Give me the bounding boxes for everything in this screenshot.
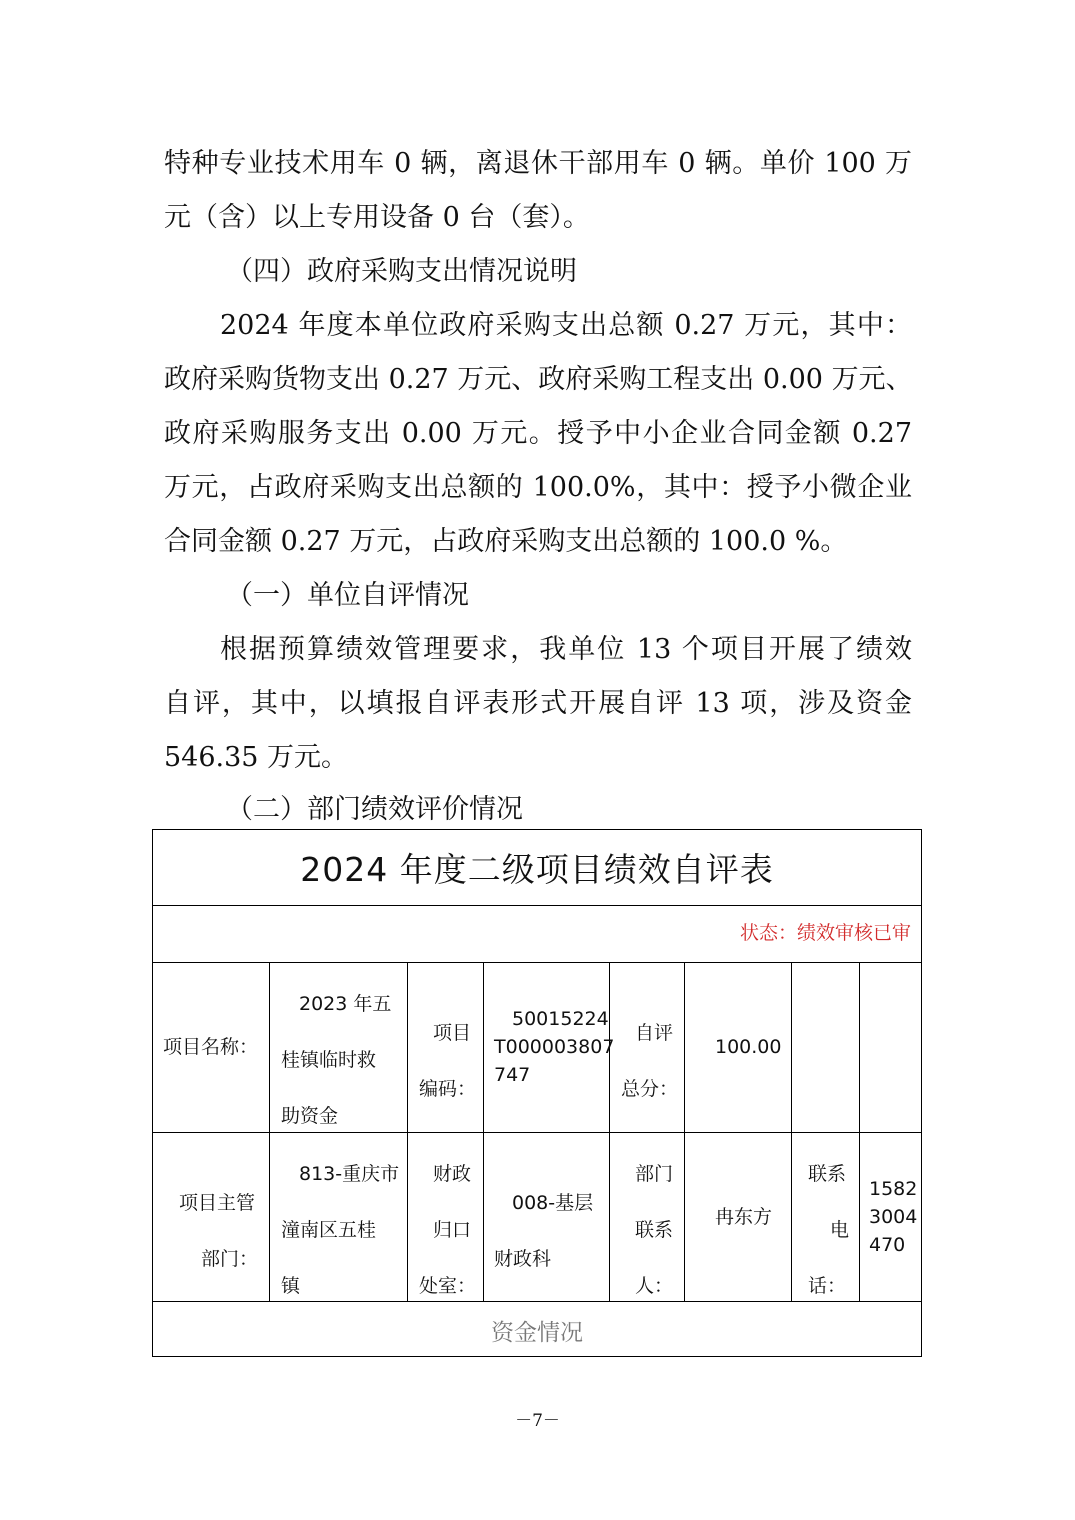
paragraph-line: 政府采购服务支出 0.00 万元。授予中小企业合同金额 0.27 bbox=[164, 418, 912, 449]
divider bbox=[859, 962, 860, 1301]
dept-label-line: 部门： bbox=[201, 1248, 259, 1270]
paragraph-line: 自评，其中，以填报自评表形式开展自评 13 项，涉及资金 bbox=[164, 688, 912, 719]
paragraph-line: 合同金额 0.27 万元，占政府采购支出总额的 100.0 %。 bbox=[164, 526, 848, 557]
divider bbox=[791, 962, 792, 1301]
paragraph-line: 根据预算绩效管理要求，我单位 13 个项目开展了绩效 bbox=[220, 634, 912, 665]
paragraph-line: 政府采购货物支出 0.27 万元、政府采购工程支出 0.00 万元、 bbox=[164, 364, 913, 395]
contact-label-line: 人： bbox=[635, 1275, 674, 1297]
contact-label bbox=[635, 1146, 673, 1314]
dept-value-line: 813-重庆市 bbox=[299, 1163, 400, 1185]
page-number: －7－ bbox=[515, 1411, 560, 1431]
contact-label-line: 联系 bbox=[635, 1219, 674, 1241]
divider bbox=[153, 1301, 921, 1302]
dept-label-line: 项目主管 bbox=[179, 1192, 256, 1214]
phone-label-line: 联系 bbox=[808, 1163, 847, 1185]
phone-value bbox=[869, 1175, 917, 1259]
paragraph-line: 特种专业技术用车 0 辆，离退休干部用车 0 辆。单价 100 万 bbox=[164, 148, 912, 179]
phone-line: 1582 bbox=[869, 1178, 918, 1200]
dept-label bbox=[179, 1175, 258, 1287]
project-name-line: 2023 年五 bbox=[299, 993, 392, 1015]
project-code-label bbox=[419, 1005, 476, 1117]
project-name-line: 助资金 bbox=[281, 1105, 339, 1127]
finance-office-label-line: 财政 bbox=[433, 1163, 472, 1185]
dept-value-line: 潼南区五桂 bbox=[281, 1219, 377, 1241]
phone-line: 470 bbox=[869, 1234, 906, 1256]
project-code-label-line: 项目 bbox=[433, 1022, 472, 1044]
paragraph-line: 546.35 万元。 bbox=[164, 742, 349, 773]
divider bbox=[684, 962, 685, 1301]
paragraph-line: 元（含）以上专用设备 0 台（套）。 bbox=[164, 202, 590, 233]
phone-label-line: 电 bbox=[830, 1219, 850, 1241]
section-heading: （二）部门绩效评价情况 bbox=[226, 794, 523, 825]
finance-office-value bbox=[494, 1175, 593, 1287]
paragraph-line: 2024 年度本单位政府采购支出总额 0.27 万元，其中： bbox=[220, 310, 912, 341]
section-heading: （一）单位自评情况 bbox=[226, 580, 469, 611]
self-score-label-line: 总分： bbox=[621, 1078, 679, 1100]
finance-office-line: 财政科 bbox=[494, 1248, 552, 1270]
funds-section-header: 资金情况 bbox=[491, 1320, 583, 1346]
finance-office-line: 008-基层 bbox=[512, 1192, 594, 1214]
contact-label-line: 部门 bbox=[635, 1163, 674, 1185]
self-evaluation-table bbox=[152, 829, 922, 1357]
project-name-line: 桂镇临时救 bbox=[281, 1049, 377, 1071]
divider bbox=[269, 962, 270, 1301]
project-code-value bbox=[494, 1005, 614, 1089]
divider bbox=[483, 962, 484, 1301]
section-heading: （四）政府采购支出情况说明 bbox=[226, 256, 577, 287]
project-name-value bbox=[281, 976, 391, 1144]
table-title: 2024 年度二级项目绩效自评表 bbox=[300, 850, 774, 889]
dept-value-line: 镇 bbox=[281, 1275, 301, 1297]
status-label: 状态：绩效审核已审 bbox=[739, 922, 911, 944]
self-score-label-line: 自评 bbox=[635, 1022, 674, 1044]
phone-label bbox=[808, 1146, 849, 1314]
self-score-value: 100.00 bbox=[715, 1036, 782, 1058]
finance-office-label-line: 处室： bbox=[419, 1275, 477, 1297]
project-code-line: 747 bbox=[494, 1064, 531, 1086]
finance-office-label-line: 归口 bbox=[433, 1219, 472, 1241]
finance-office-label bbox=[419, 1146, 476, 1314]
project-name-label: 项目名称： bbox=[163, 1036, 259, 1058]
paragraph-line: 万元，占政府采购支出总额的 100.0%，其中：授予小微企业 bbox=[164, 472, 912, 503]
project-code-line: T000003807 bbox=[494, 1036, 615, 1058]
project-code-line: 50015224 bbox=[512, 1008, 609, 1030]
self-score-label bbox=[621, 1005, 678, 1117]
phone-label-line: 话： bbox=[808, 1275, 847, 1297]
divider bbox=[407, 962, 408, 1301]
phone-line: 3004 bbox=[869, 1206, 918, 1228]
divider bbox=[153, 905, 921, 906]
project-code-label-line: 编码： bbox=[419, 1078, 477, 1100]
dept-value bbox=[281, 1146, 399, 1314]
contact-value: 冉东方 bbox=[715, 1206, 773, 1228]
